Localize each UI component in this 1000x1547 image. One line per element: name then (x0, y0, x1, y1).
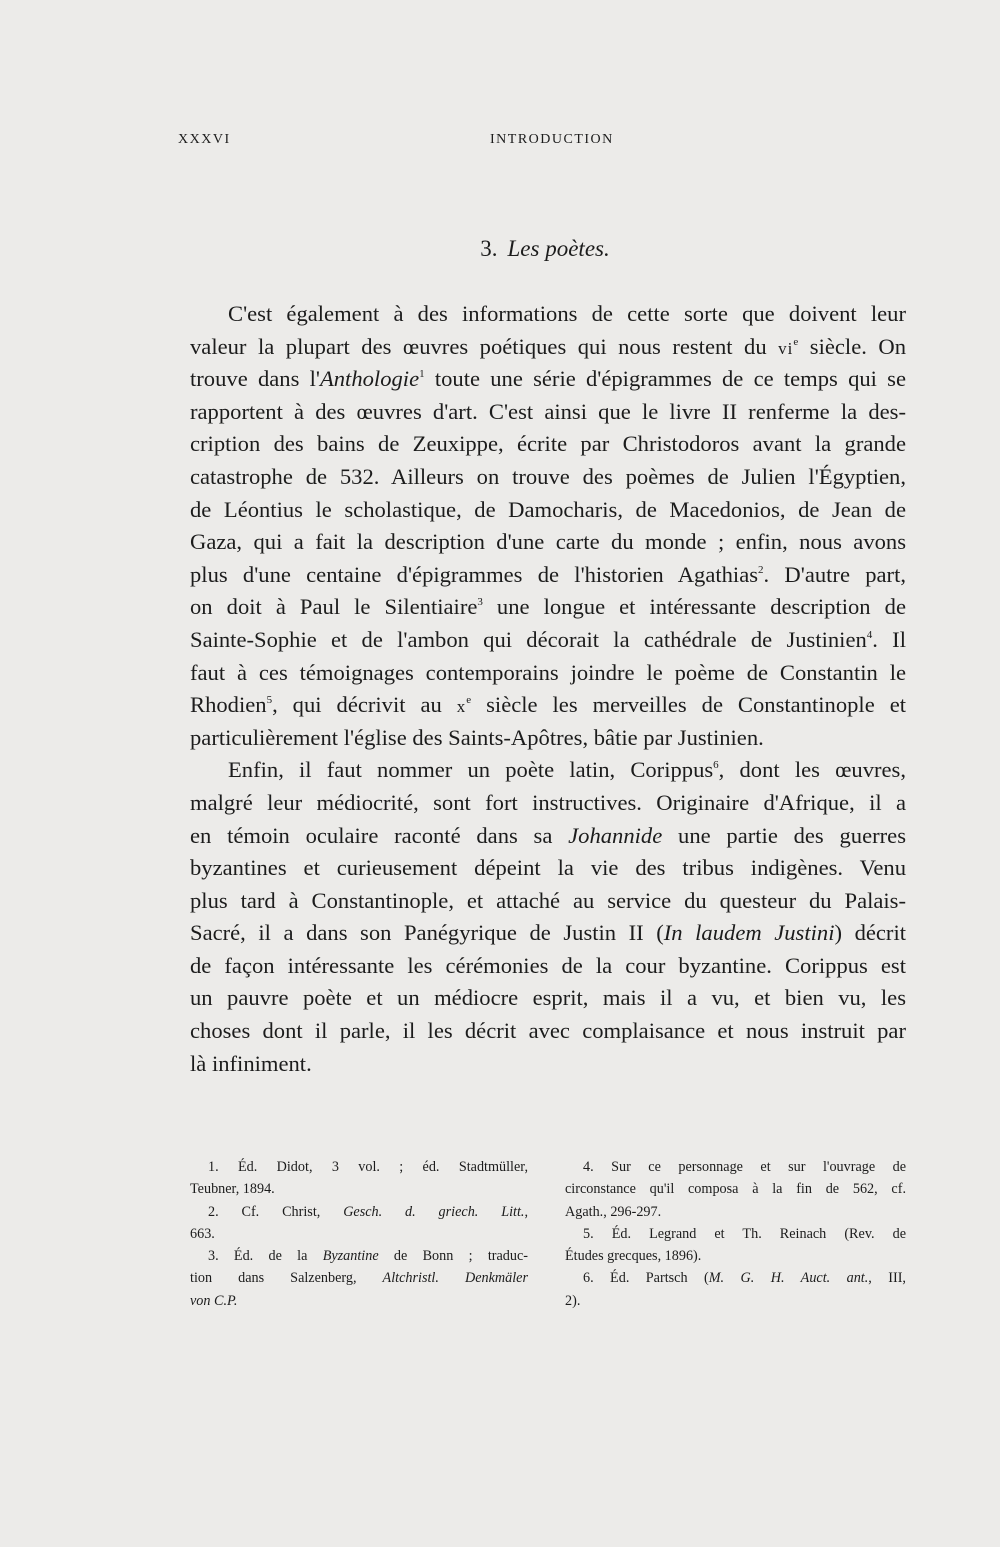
text-line: trouve dans l'Anthologie$^1$ toute une série d'épigrammes de ce temps qui se (190, 366, 906, 392)
text-line: Sacré, il a dans son Panégyrique de Justin II (In laudem Justini) décrit (190, 920, 906, 946)
text-line: un pauvre poète et un médiocre esprit, mais il a vu, et bien vu, les (190, 985, 906, 1011)
running-title: INTRODUCTION (490, 132, 614, 147)
footnotes-left-column (190, 1156, 528, 1312)
footnote-line: 2. Cf. Christ, Gesch. d. griech. Litt., (208, 1203, 529, 1220)
text-line: malgré leur médiocrité, sont fort instructives. Originaire d'Afrique, il a (190, 789, 906, 815)
footnote-line: 5. Éd. Legrand et Th. Reinach (Rev. de (583, 1225, 906, 1242)
text-line: plus d'une centaine d'épigrammes de l'historien Agathias$^2$. D'autre part, (190, 561, 906, 587)
footnote-ref: 3 (477, 596, 483, 609)
text-line: cription des bains de Zeuxippe, écrite par Christodoros avant la grande (190, 431, 906, 457)
section-title: Les poètes. (507, 236, 610, 261)
main-text (190, 298, 906, 1080)
footnote-line: 4. Sur ce personnage et sur l'ouvrage de (583, 1159, 906, 1175)
text-line: on doit à Paul le Silentiaire$^3$ une longue et intéressante description de (190, 594, 906, 620)
page-number: XXXVI (178, 132, 231, 147)
footnote-ref: 1 (419, 368, 425, 381)
text-line: plus tard à Constantinople, et attaché au service du questeur du Palais- (190, 887, 906, 913)
text-line: là infiniment. (190, 1050, 312, 1076)
footnote-line: 2). (565, 1292, 581, 1309)
footnote-ref: 2 (758, 563, 764, 576)
footnote-line: 6. Éd. Partsch (M. G. H. Auct. ant., III, (583, 1270, 906, 1287)
text-line: en témoin oculaire raconté dans sa Johannide une partie des guerres (190, 822, 906, 848)
text-line: rapportent à des œuvres d'art. C'est ainsi que le livre II renferme la des- (190, 398, 906, 424)
section-heading (0, 236, 1000, 262)
footnote-line: tion dans Salzenberg, Altchristl. Denkmäler (190, 1270, 528, 1287)
footnote-line: circonstance qu'il composa à la fin de 562, cf. (565, 1181, 906, 1198)
text-line: catastrophe de 532. Ailleurs on trouve des poèmes de Julien l'Égyptien, (190, 463, 906, 489)
text-line: choses dont il parle, il les décrit avec complaisance et nous instruit par (190, 1018, 906, 1044)
section-number: 3. (480, 236, 498, 261)
footnote-line: 3. Éd. de la Byzantine de Bonn ; traduc- (208, 1248, 528, 1265)
footnote-ref: 4 (866, 628, 873, 641)
text-line: Sainte-Sophie et de l'ambon qui décorait la cathédrale de Justinien$^4$. Il (190, 626, 906, 652)
text-line: faut à ces témoignages contemporains joindre le poème de Constantin le (190, 659, 906, 685)
text-line: Enfin, il faut nommer un poète latin, Corippus$^6$, dont les œuvres, (228, 757, 906, 783)
footnote-line: Teubner, 1894. (190, 1181, 275, 1198)
footnote-line: Agath., 296-297. (565, 1203, 662, 1220)
text-line: de Léontius le scholastique, de Damocharis, de Macedonios, de Jean de (190, 496, 906, 522)
footnote-line: Études grecques, 1896). (565, 1248, 702, 1265)
text-line: particulièrement l'église des Saints-Apôtres, bâtie par Justinien. (190, 724, 764, 750)
running-head (178, 132, 908, 156)
footnote-line: 663. (190, 1225, 215, 1242)
footnote-ref: 6 (713, 759, 719, 772)
footnote-line: von C.P. (190, 1292, 238, 1309)
text-line: Gaza, qui a fait la description d'une carte du monde ; enfin, nous avons (190, 529, 906, 555)
text-line: valeur la plupart des œuvres poétiques qui nous restent du $vi^e$ siècle. On (190, 333, 906, 359)
footnote-ref: 5 (266, 694, 273, 707)
footnotes-right-column (565, 1156, 906, 1312)
text-line: de façon intéressante les cérémonies de la cour byzantine. Corippus est (190, 952, 906, 978)
text-line: Rhodien$^5$, qui décrivit au $x^e$ siècle les merveilles de Constantinople et (190, 692, 907, 718)
text-line: byzantines et curieusement dépeint la vie des tribus indigènes. Venu (190, 855, 906, 881)
footnote-line: 1. Éd. Didot, 3 vol. ; éd. Stadtmüller, (208, 1159, 528, 1175)
text-line: C'est également à des informations de cette sorte que doivent leur (228, 301, 906, 326)
